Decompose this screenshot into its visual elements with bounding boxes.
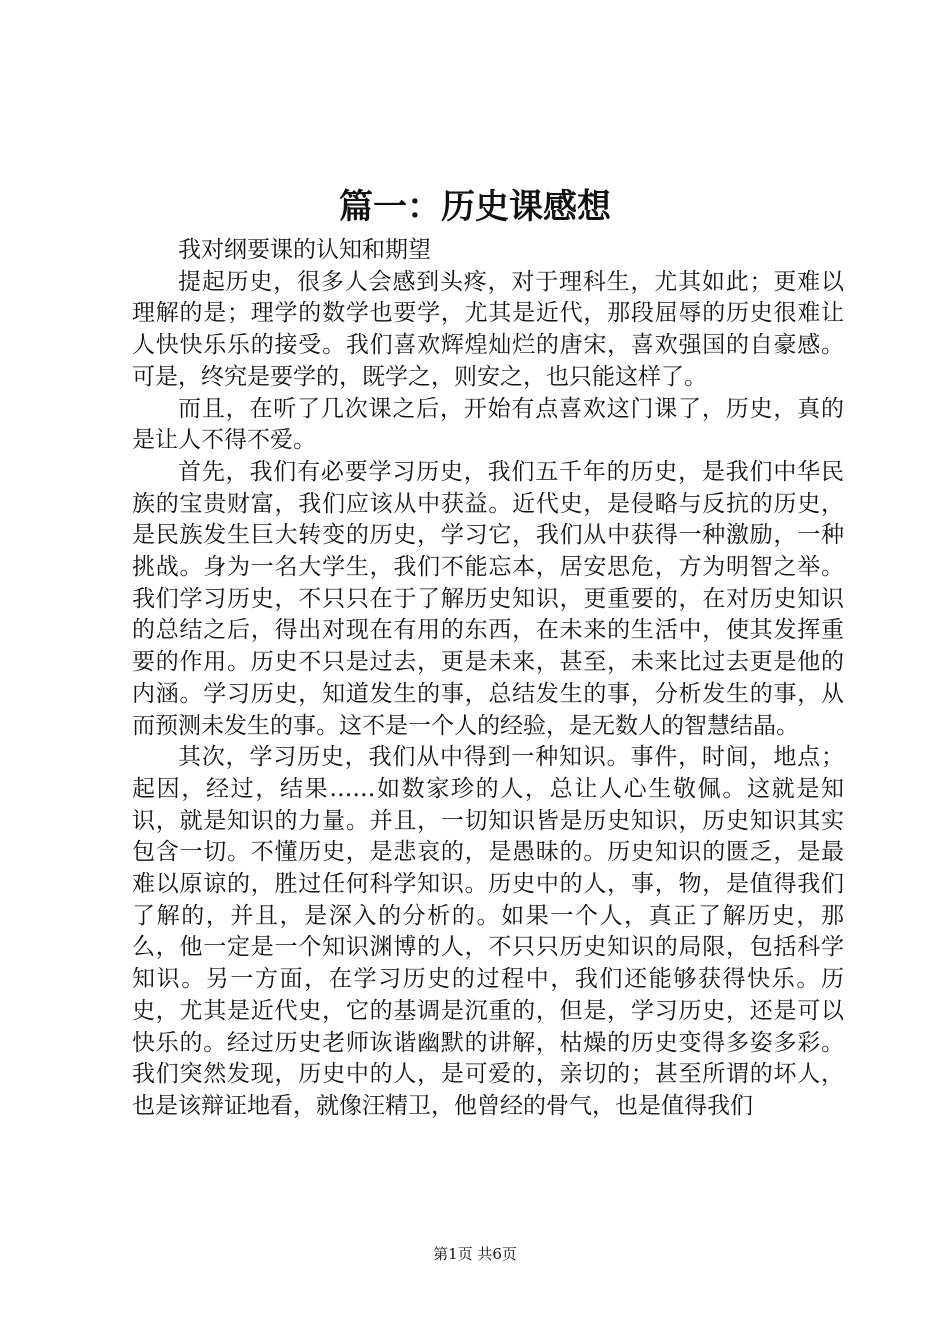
paragraph-subtitle: 我对纲要课的认知和期望 — [178, 237, 431, 263]
page-footer — [0, 1244, 950, 1264]
page-number-label: 第1页 共6页 — [433, 1245, 517, 1263]
document-title: 篇一：历史课感想 — [339, 187, 611, 227]
document-body — [132, 235, 844, 1123]
paragraph: 而且，在听了几次课之后，开始有点喜欢这门课了，历史，真的是让人不得不爱。 — [132, 395, 844, 454]
paragraph: 其次，学习历史，我们从中得到一种知识。事件，时间，地点；起因，经过，结果……如数家珍的人，总让人心生敬佩。这就是知识，就是知识的力量。并且，一切知识皆是历史知识，历史知识其实包含一切。不懂历史，是悲哀的，是愚昧的。历史知识的匮乏，是最难以原谅的，胜过任何科学知识。历史中的人，事，物，是值得我们了解的，并且，是深入的分析的。如果一个人，真正了解历史，那么，他一定是一个知识渊博的人，不只只历史知识的局限，包括科学知识。另一方面，在学习历史的过程中，我们还能够获得快乐。历史，尤其是近代史，它的基调是沉重的，但是，学习历史，还是可以快乐的。经过历史老师诙谐幽默的讲解，枯燥的历史变得多姿多彩。我们突然发现，历史中的人，是可爱的，亲切的；甚至所谓的坏人，也是该辩证地看，就像汪精卫，他曾经的骨气，也是值得我们 — [132, 744, 844, 1119]
paragraph: 首先，我们有必要学习历史，我们五千年的历史，是我们中华民族的宝贵财富，我们应该从中获益。近代史，是侵略与反抗的历史，是民族发生巨大转变的历史，学习它，我们从中获得一种激励，一种挑战。身为一名大学生，我们不能忘本，居安思危，方为明智之举。我们学习历史，不只只在于了解历史知识，更重要的，在对历史知识的总结之后，得出对现在有用的东西，在未来的生活中，使其发挥重要的作用。历史不只是过去，更是未来，甚至，未来比过去更是他的内涵。学习历史，知道发生的事，总结发生的事，分析发生的事，从而预测未发生的事。这不是一个人的经验，是无数人的智慧结晶。 — [132, 458, 844, 739]
paragraph: 提起历史，很多人会感到头疼，对于理科生，尤其如此；更难以理解的是；理学的数学也要学，尤其是近代，那段屈辱的历史很难让人快快乐乐的接受。我们喜欢辉煌灿烂的唐宋，喜欢强国的自豪感。可是，终究是要学的，既学之，则安之，也只能这样了。 — [132, 268, 844, 390]
